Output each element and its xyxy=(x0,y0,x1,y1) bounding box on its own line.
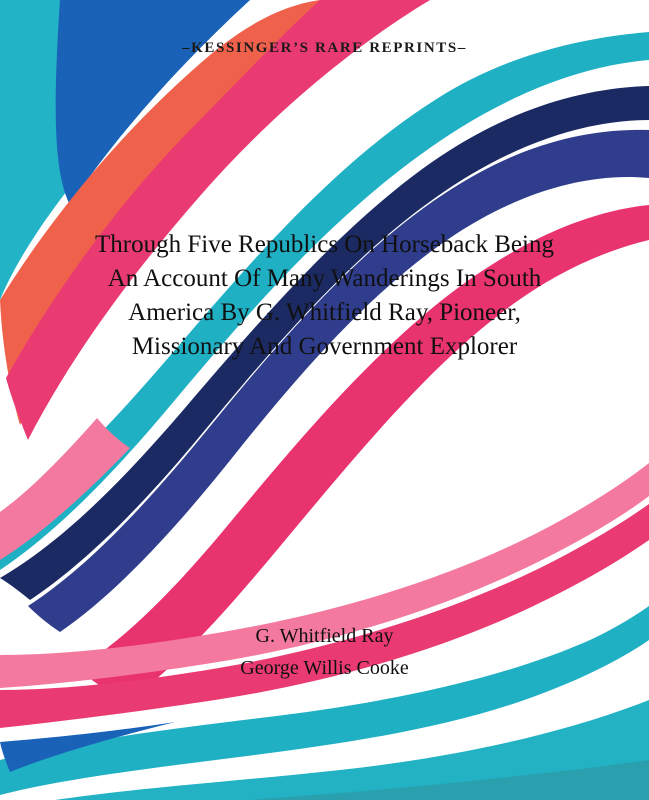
book-title: Through Five Republics On Horseback Being An Account Of Many Wanderings In South America By G. Whitfield Ray, Pioneer, Missionary And Government Explorer xyxy=(95,231,554,360)
author-primary: G. Whitfield Ray xyxy=(255,625,394,647)
book-authors xyxy=(78,620,571,684)
author-secondary: George Willis Cooke xyxy=(240,657,409,679)
publisher-imprint: –KESSINGER’S RARE REPRINTS– xyxy=(182,40,467,56)
